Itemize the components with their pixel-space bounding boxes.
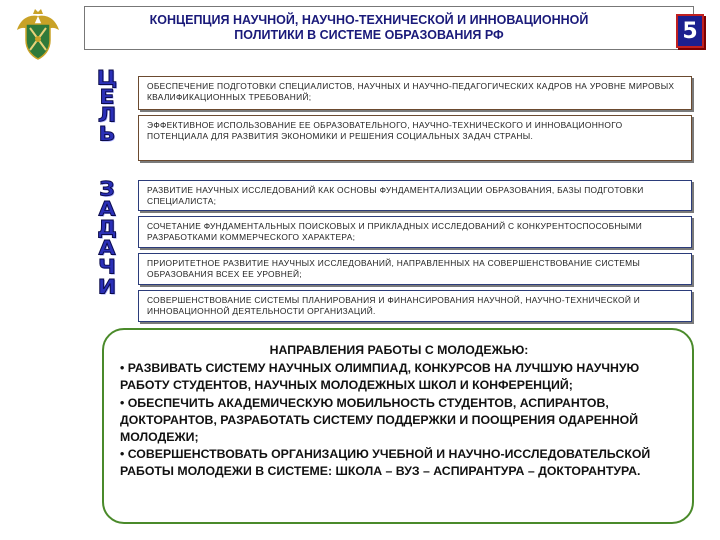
goal-letter: Е (99, 85, 115, 109)
goal-vertical-label (92, 67, 122, 146)
slide-number: 5 (676, 14, 704, 48)
tasks-letter: А (98, 197, 116, 221)
goal-box-2: ЭФФЕКТИВНОЕ ИСПОЛЬЗОВАНИЕ ЕЕ ОБРАЗОВАТЕЛЬНОГО, НАУЧНО-ТЕХНИЧЕСКОГО И ИННОВАЦИОННОГО ПОТЕНЦИАЛА ДЛЯ РАЗВИТИЯ ЭКОНОМИКИ И РЕШЕНИЯ СОЦИАЛЬНЫХ ЗАДАЧ СТРАНЫ. (138, 115, 692, 161)
tasks-letter: Д (97, 217, 117, 240)
task-box-3: ПРИОРИТЕТНОЕ РАЗВИТИЕ НАУЧНЫХ ИССЛЕДОВАНИЙ, НАПРАВЛЕННЫХ НА СОВЕРШЕНСТВОВАНИЕ СИСТЕМЫ ОБРАЗОВАНИЯ ВСЕХ ЕЕ УРОВНЕЙ; (138, 253, 692, 285)
tasks-letter: Ч (98, 256, 116, 279)
tasks-letter: А (98, 236, 116, 260)
tasks-letter: З (99, 178, 115, 201)
task-box-4: СОВЕРШЕНСТВОВАНИЕ СИСТЕМЫ ПЛАНИРОВАНИЯ И ФИНАНСИРОВАНИЯ НАУЧНОЙ, НАУЧНО-ТЕХНИЧЕСКОЙ И ИННОВАЦИОННОЙ ДЕЯТЕЛЬНОСТИ ОРГАНИЗАЦИЙ. (138, 290, 692, 322)
youth-item-1: • РАЗВИВАТЬ СИСТЕМУ НАУЧНЫХ ОЛИМПИАД, КОНКУРСОВ НА ЛУЧШУЮ НАУЧНУЮ РАБОТУ СТУДЕНТОВ, НАУЧНЫХ МОЛОДЕЖНЫХ ШКОЛ И КОНФЕРЕНЦИЙ; (120, 361, 640, 393)
header-box (84, 6, 694, 50)
youth-title: НАПРАВЛЕНИЯ РАБОТЫ С МОЛОДЕЖЬЮ: (269, 343, 529, 357)
tasks-vertical-label (92, 180, 122, 297)
goal-letter: Ь (98, 122, 116, 146)
goal-letter: Ц (96, 67, 118, 90)
youth-item-3: • СОВЕРШЕНСТВОВАТЬ ОРГАНИЗАЦИЮ УЧЕБНОЙ И НАУЧНО-ИССЛЕДОВАТЕЛЬСКОЙ РАБОТЫ МОЛОДЕЖИ В СИСТЕМЕ: ШКОЛА – ВУЗ – АСПИРАНТУРА – ДОКТОРАНТУРА. (120, 447, 651, 479)
tasks-letter: И (97, 275, 117, 299)
goal-letter: Л (97, 104, 117, 127)
youth-directions-box (102, 328, 694, 524)
task-box-1: РАЗВИТИЕ НАУЧНЫХ ИССЛЕДОВАНИЙ КАК ОСНОВЫ ФУНДАМЕНТАЛИЗАЦИИ ОБРАЗОВАНИЯ, БАЗЫ ПОДГОТОВКИ СПЕЦИАЛИСТА; (138, 180, 692, 211)
title-line-2: ПОЛИТИКИ В СИСТЕМЕ ОБРАЗОВАНИЯ РФ (234, 28, 504, 42)
task-box-2: СОЧЕТАНИЕ ФУНДАМЕНТАЛЬНЫХ ПОИСКОВЫХ И ПРИКЛАДНЫХ ИССЛЕДОВАНИЙ С КОНКУРЕНТОСПОСОБНЫМИ РАЗРАБОТКАМИ КОММЕРЧЕСКОГО ХАРАКТЕРА; (138, 216, 692, 248)
customs-emblem-icon (14, 8, 62, 62)
page-title (109, 13, 629, 43)
goal-box-1: ОБЕСПЕЧЕНИЕ ПОДГОТОВКИ СПЕЦИАЛИСТОВ, НАУЧНЫХ И НАУЧНО-ПЕДАГОГИЧЕСКИХ КАДРОВ НА УРОВНЕ МИРОВЫХ КВАЛИФИКАЦИОННЫХ ТРЕБОВАНИЙ; (138, 76, 692, 110)
youth-item-2: • ОБЕСПЕЧИТЬ АКАДЕМИЧЕСКУЮ МОБИЛЬНОСТЬ СТУДЕНТОВ, АСПИРАНТОВ, ДОКТОРАНТОВ, РАЗРАБОТАТЬ СИСТЕМУ ПОДДЕРЖКИ И ПООЩРЕНИЯ ОДАРЕННОЙ МОЛОДЕЖИ; (120, 395, 639, 445)
title-line-1: КОНЦЕПЦИЯ НАУЧНОЙ, НАУЧНО-ТЕХНИЧЕСКОЙ И ИННОВАЦИОННОЙ (149, 13, 589, 27)
